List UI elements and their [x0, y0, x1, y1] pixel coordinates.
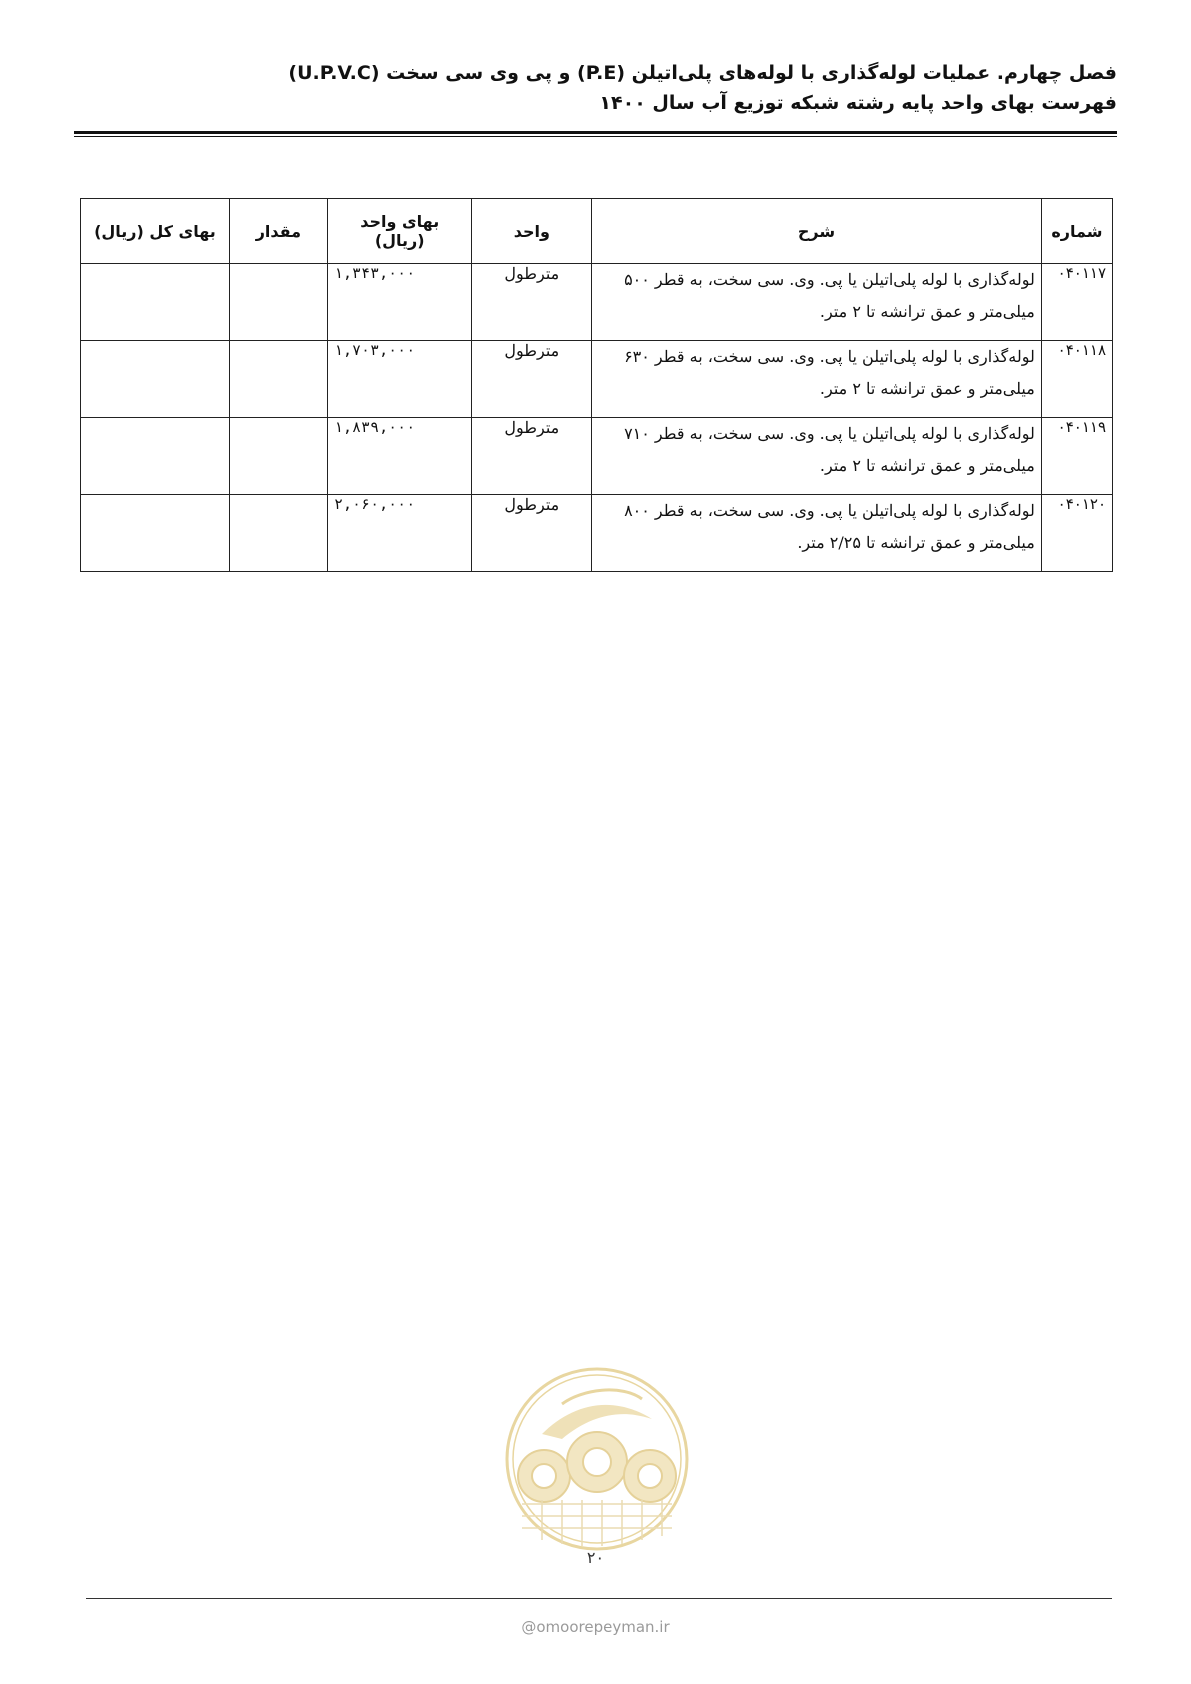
header-rule-thin — [74, 136, 1117, 137]
table-row — [81, 264, 1113, 341]
item-unit: مترطول — [472, 495, 592, 572]
page-header — [67, 58, 1117, 118]
chapter-title: فصل چهارم. عملیات لوله‌گذاری با لوله‌های پلی‌اتیلن (P.E) و پی وی سی سخت (U.P.V.C) — [288, 62, 1117, 84]
omoorepeyman-logo-icon — [502, 1364, 692, 1554]
col-header-total-price: بهای کل (ریال) — [81, 199, 230, 264]
table-row — [81, 418, 1113, 495]
item-description: لوله‌گذاری با لوله پلی‌اتیلن یا پی. وی. سی سخت، به قطر ۶۳۰ میلی‌متر و عمق ترانشه تا ۲ متر. — [592, 341, 1042, 418]
document-title: فهرست بهای واحد پایه رشته شبکه توزیع آب سال ۱۴۰۰ — [599, 92, 1117, 114]
item-quantity — [229, 495, 327, 572]
page-number: ۲۰ — [586, 1548, 605, 1567]
table-header-row — [81, 199, 1113, 264]
header-rule-thick — [74, 131, 1117, 134]
item-total-price — [81, 495, 230, 572]
item-quantity — [229, 341, 327, 418]
item-total-price — [81, 264, 230, 341]
item-quantity — [229, 264, 327, 341]
price-table — [80, 198, 1113, 572]
item-total-price — [81, 341, 230, 418]
item-number: ۰۴۰۱۱۹ — [1041, 418, 1112, 495]
item-quantity — [229, 418, 327, 495]
item-unit-price: ۱,۳۴۳,۰۰۰ — [327, 264, 472, 341]
item-total-price — [81, 418, 230, 495]
table-row — [81, 341, 1113, 418]
item-unit-price: ۲,۰۶۰,۰۰۰ — [327, 495, 472, 572]
col-header-unit: واحد — [472, 199, 592, 264]
item-unit-price: ۱,۷۰۳,۰۰۰ — [327, 341, 472, 418]
item-number: ۰۴۰۱۱۷ — [1041, 264, 1112, 341]
col-header-unit-price: بهای واحد (ریال) — [327, 199, 472, 264]
col-header-number: شماره — [1041, 199, 1112, 264]
watermark-text: @omoorepeyman.ir — [521, 1618, 670, 1636]
item-description: لوله‌گذاری با لوله پلی‌اتیلن یا پی. وی. سی سخت، به قطر ۷۱۰ میلی‌متر و عمق ترانشه تا ۲ متر. — [592, 418, 1042, 495]
col-header-quantity: مقدار — [229, 199, 327, 264]
table-row — [81, 495, 1113, 572]
item-number: ۰۴۰۱۱۸ — [1041, 341, 1112, 418]
item-unit: مترطول — [472, 264, 592, 341]
item-number: ۰۴۰۱۲۰ — [1041, 495, 1112, 572]
item-unit: مترطول — [472, 418, 592, 495]
col-header-description: شرح — [592, 199, 1042, 264]
footer-rule — [86, 1598, 1112, 1599]
item-unit-price: ۱,۸۳۹,۰۰۰ — [327, 418, 472, 495]
item-description: لوله‌گذاری با لوله پلی‌اتیلن یا پی. وی. سی سخت، به قطر ۸۰۰ میلی‌متر و عمق ترانشه تا ۲/۲۵ متر. — [592, 495, 1042, 572]
item-description: لوله‌گذاری با لوله پلی‌اتیلن یا پی. وی. سی سخت، به قطر ۵۰۰ میلی‌متر و عمق ترانشه تا ۲ متر. — [592, 264, 1042, 341]
item-unit: مترطول — [472, 341, 592, 418]
